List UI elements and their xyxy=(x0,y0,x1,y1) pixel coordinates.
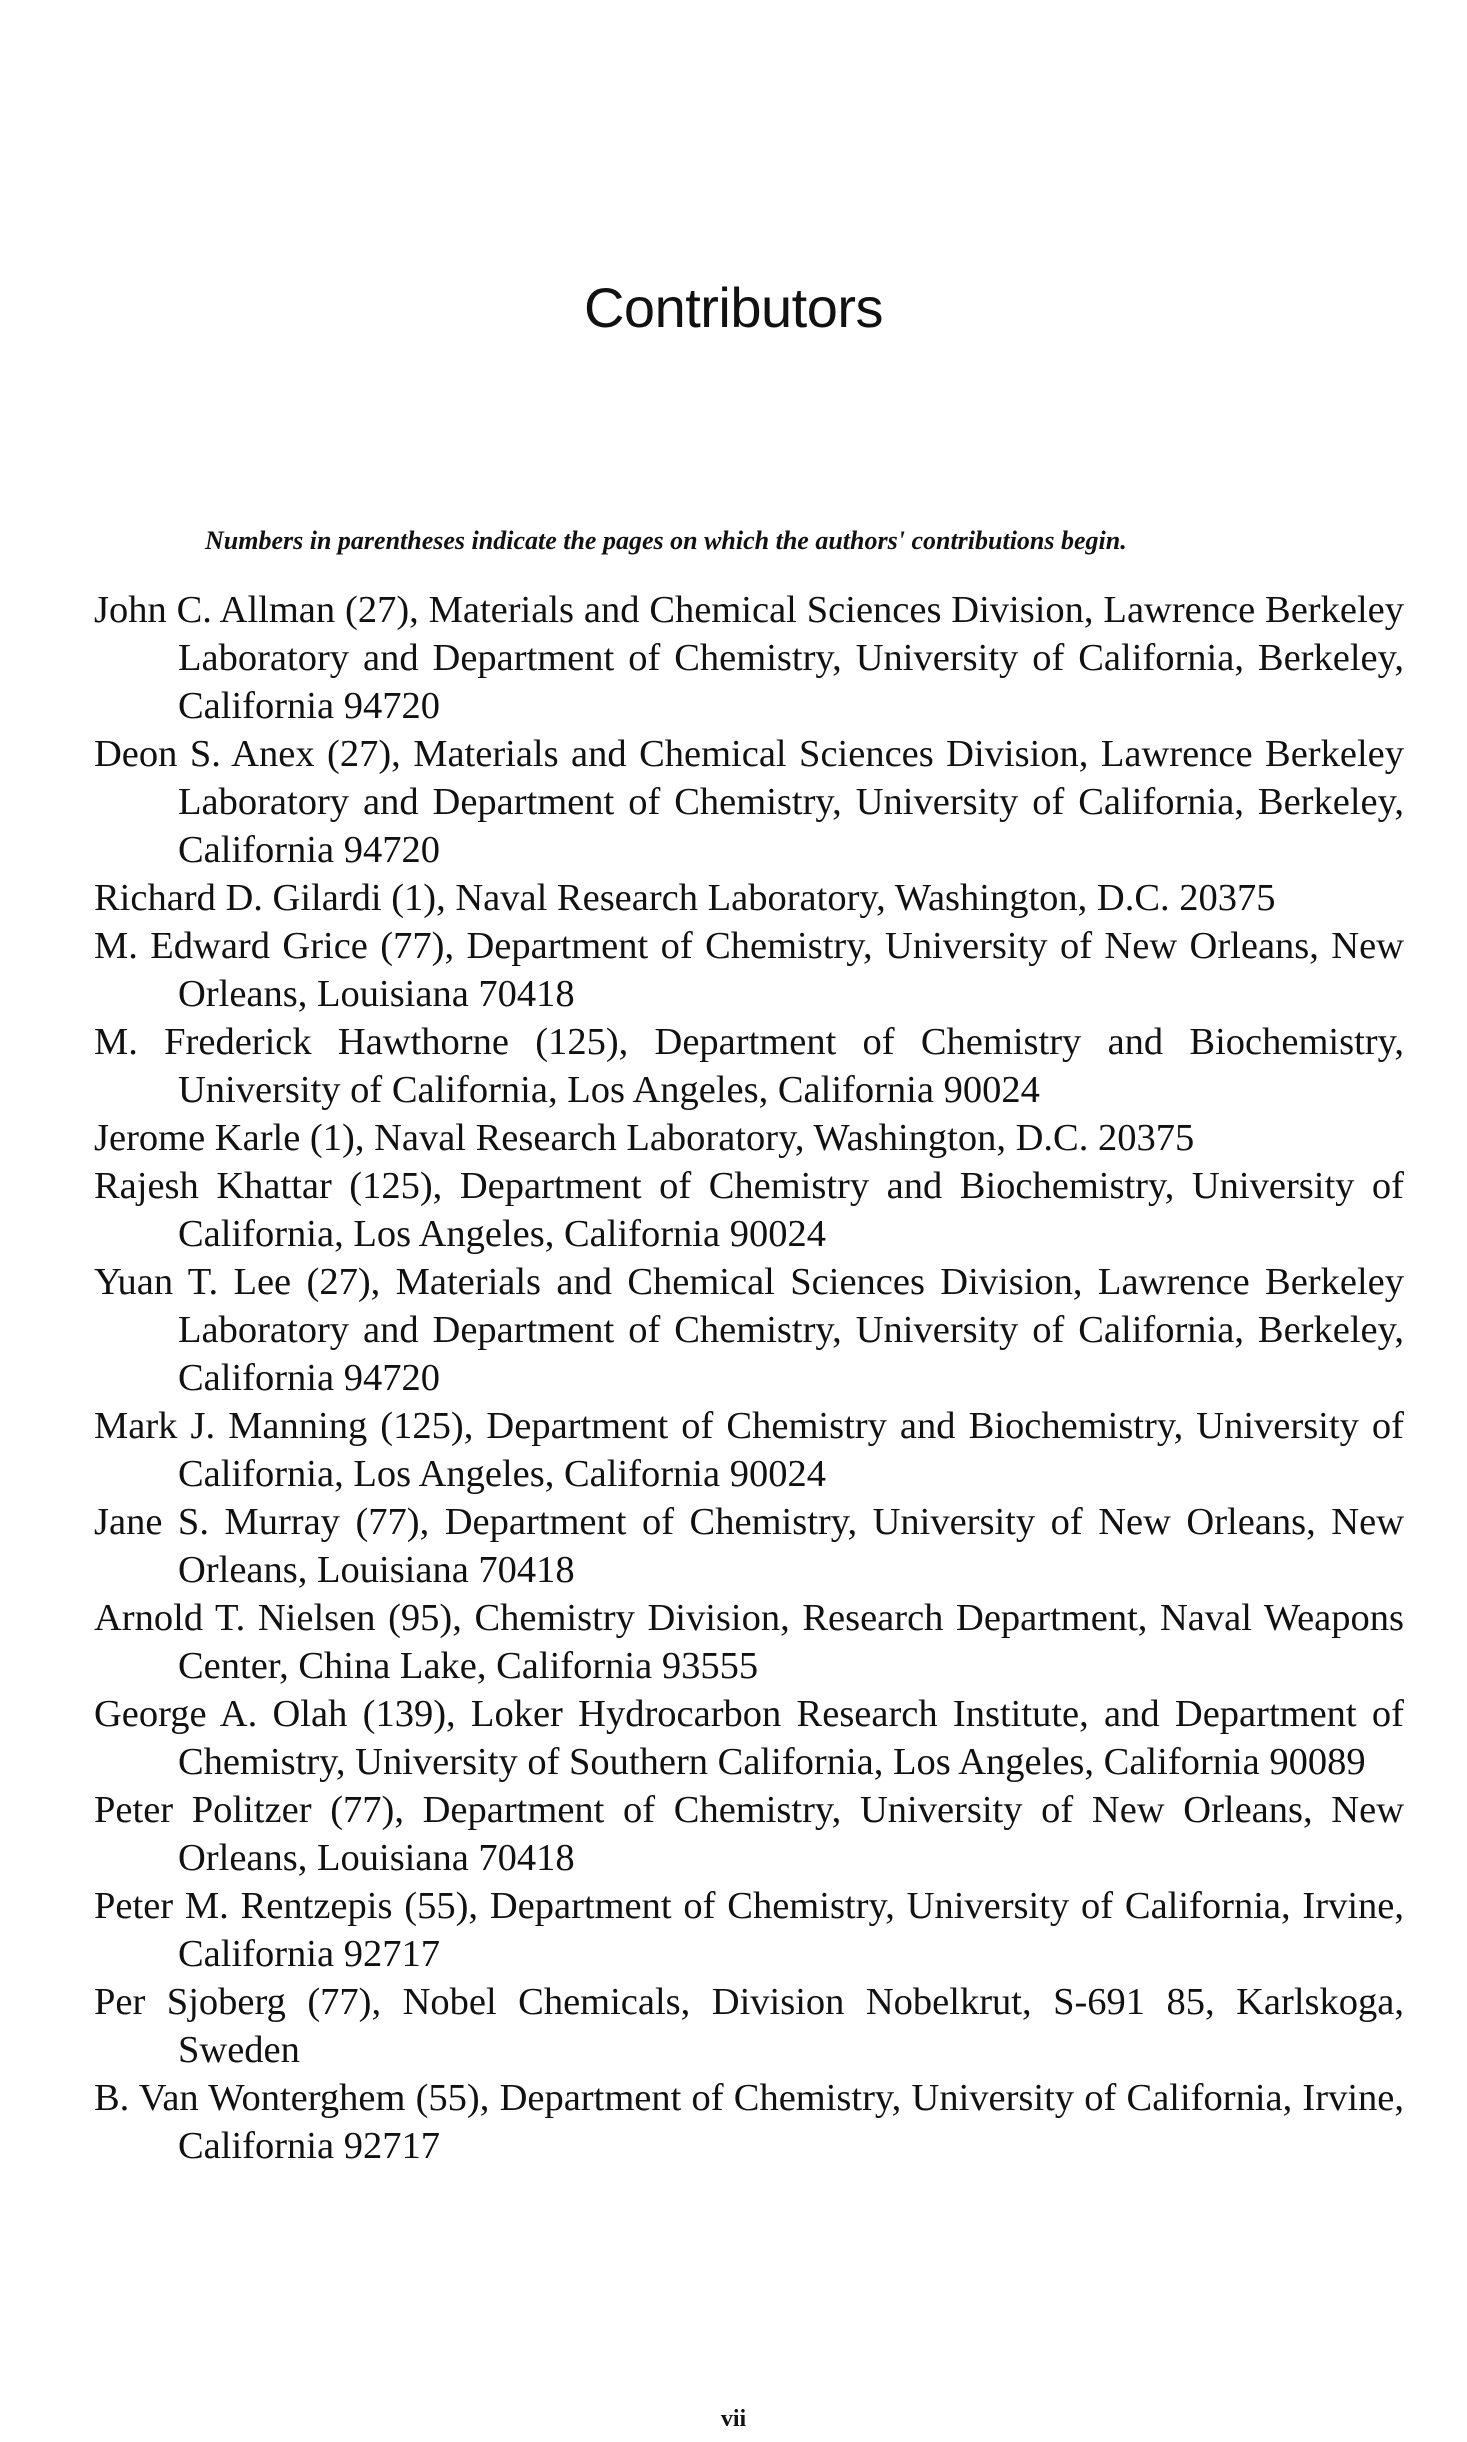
contributor-entry: Per Sjoberg (77), Nobel Chemicals, Division Nobelkrut, S-691 85, Karlskoga, Sweden xyxy=(94,1981,1404,2071)
contributor-entry: George A. Olah (139), Loker Hydrocarbon Research Institute, and Department of Chemistry, University of Southern California, Los Angeles, California 90089 xyxy=(94,1693,1404,1783)
contributor-entry: Peter Politzer (77), Department of Chemistry, University of New Orleans, New Orleans, Louisiana 70418 xyxy=(94,1789,1404,1879)
contributor-entry: John C. Allman (27), Materials and Chemical Sciences Division, Lawrence Berkeley Laboratory and Department of Chemistry, University of California, Berkeley, California 94720 xyxy=(94,589,1404,727)
contributor-entry: Yuan T. Lee (27), Materials and Chemical Sciences Division, Lawrence Berkeley Laboratory and Department of Chemistry, University of California, Berkeley, California 94720 xyxy=(94,1261,1404,1399)
contributor-entry: M. Edward Grice (77), Department of Chemistry, University of New Orleans, New Orleans, Louisiana 70418 xyxy=(94,925,1404,1015)
contributor-entry: Peter M. Rentzepis (55), Department of Chemistry, University of California, Irvine, California 92717 xyxy=(94,1885,1404,1975)
contributor-entry: Jerome Karle (1), Naval Research Laboratory, Washington, D.C. 20375 xyxy=(94,1117,1195,1159)
contributor-entry: Deon S. Anex (27), Materials and Chemical Sciences Division, Lawrence Berkeley Laboratory and Department of Chemistry, University of California, Berkeley, California 94720 xyxy=(94,733,1404,871)
contributor-entry: Arnold T. Nielsen (95), Chemistry Division, Research Department, Naval Weapons Center, China Lake, California 93555 xyxy=(94,1597,1404,1687)
contributor-entry: Rajesh Khattar (125), Department of Chemistry and Biochemistry, University of California, Los Angeles, California 90024 xyxy=(94,1165,1404,1255)
contributor-entry: M. Frederick Hawthorne (125), Department of Chemistry and Biochemistry, University of California, Los Angeles, California 90024 xyxy=(94,1021,1404,1111)
page-number: vii xyxy=(720,2406,747,2432)
contributor-entry: Richard D. Gilardi (1), Naval Research Laboratory, Washington, D.C. 20375 xyxy=(94,877,1276,919)
contributor-entry: B. Van Wonterghem (55), Department of Chemistry, University of California, Irvine, California 92717 xyxy=(94,2077,1404,2167)
contributor-entry: Mark J. Manning (125), Department of Chemistry and Biochemistry, University of California, Los Angeles, California 90024 xyxy=(94,1405,1404,1495)
contributor-entry: Jane S. Murray (77), Department of Chemistry, University of New Orleans, New Orleans, Louisiana 70418 xyxy=(94,1501,1404,1591)
page-note: Numbers in parentheses indicate the pages on which the authors' contributions begin. xyxy=(205,526,1127,555)
contributor-list xyxy=(94,586,1404,2170)
page-title: Contributors xyxy=(583,276,884,339)
